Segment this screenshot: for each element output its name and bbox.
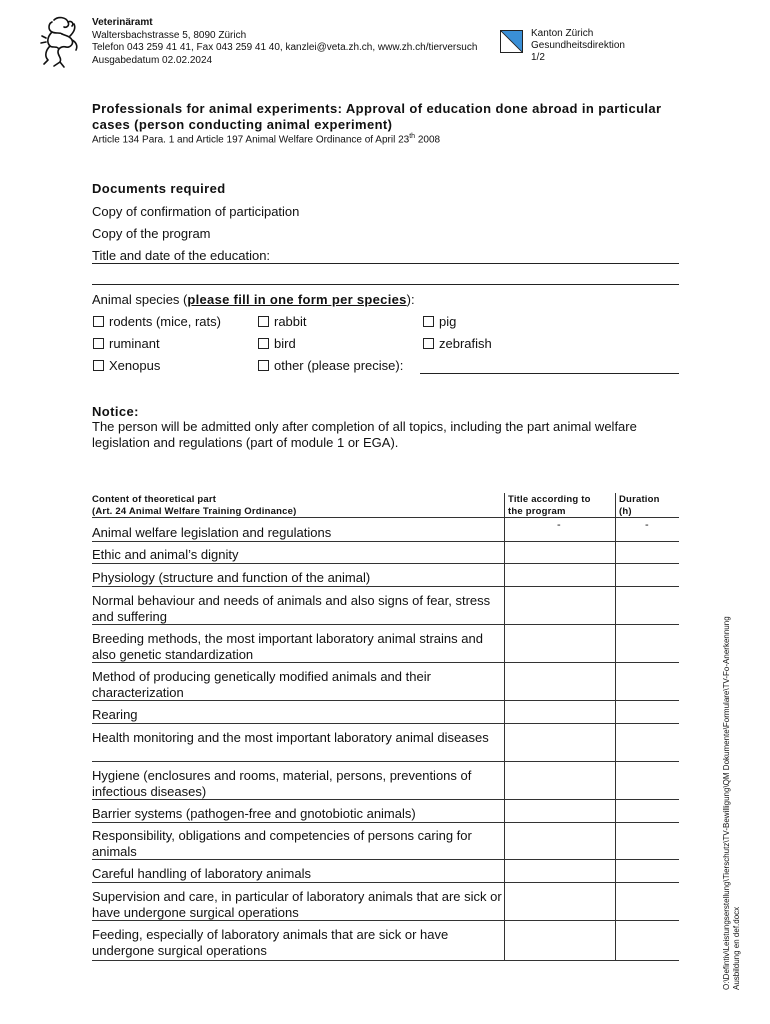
row-rule — [92, 882, 679, 883]
other-species-field[interactable] — [420, 373, 679, 374]
table-header-rule — [92, 517, 679, 518]
option-pig[interactable] — [423, 314, 456, 329]
table-row: Physiology (structure and function of the animal) — [92, 570, 371, 585]
option-label: rodents (mice, rats) — [109, 314, 221, 329]
checkbox-icon[interactable] — [93, 316, 104, 327]
row-rule — [92, 563, 679, 564]
checkbox-icon[interactable] — [423, 338, 434, 349]
file-path-note — [722, 616, 742, 990]
table-row: Responsibility, obligations and competencies of persons caring for animals — [92, 828, 472, 859]
col-duration-header-line2: (h) — [619, 506, 632, 517]
option-label: ruminant — [109, 336, 160, 351]
option-label: pig — [439, 314, 457, 329]
canton-name: Kanton Zürich — [531, 28, 594, 39]
canton-flag-icon — [500, 30, 523, 53]
legal-reference-sup: th — [409, 133, 416, 140]
option-ruminant[interactable] — [93, 336, 160, 351]
table-row: Hygiene (enclosures and rooms, material, persons, preventions of infectious diseases) — [92, 768, 472, 799]
row-rule — [92, 799, 679, 800]
table-row: Rearing — [92, 707, 138, 722]
notice-text: The person will be admitted only after completion of all topics, including the part animal welfare legislation and regulations (part of module 1 or EGA). — [92, 419, 637, 450]
document-title: Professionals for animal experiments: Approval of education done abroad in particular cases (person conducting animal experiment) — [92, 101, 662, 132]
document-item: Title and date of the education: — [92, 248, 271, 263]
checkbox-icon[interactable] — [93, 338, 104, 349]
checkbox-icon[interactable] — [258, 360, 269, 371]
file-path-line1: O:\Defintiv\Leistungserstellung\Tierschutz\TV-Bewilligung\QM Dokumente\Formulare\TV-Fo-Anerkennung — [722, 616, 731, 990]
col-title-header-line1: Title according to — [508, 494, 591, 505]
row-rule — [92, 920, 679, 921]
legal-reference-text: Article 134 Para. 1 and Article 197 Animal Welfare Ordinance of April 23 — [92, 134, 410, 146]
canton-logo — [40, 14, 80, 70]
col-duration-header — [619, 494, 660, 518]
checkbox-icon[interactable] — [258, 316, 269, 327]
option-label: Xenopus — [109, 358, 161, 373]
issue-date: Ausgabedatum 02.02.2024 — [92, 55, 213, 66]
title-dash: - — [557, 519, 561, 531]
table-row: Supervision and care, in particular of laboratory animals that are sick or have undergone surgical operations — [92, 889, 502, 920]
col-content-header-line2: (Art. 24 Animal Welfare Training Ordinance) — [92, 506, 297, 517]
col-duration-header-line1: Duration — [619, 494, 660, 505]
table-row: Animal welfare legislation and regulations — [92, 525, 332, 540]
option-label: zebrafish — [439, 336, 492, 351]
option-label: other (please precise): — [274, 358, 404, 373]
checkbox-icon[interactable] — [423, 316, 434, 327]
file-path-line2: Ausbildung en def.docx — [732, 906, 741, 990]
species-label-pre: Animal species ( — [92, 292, 188, 307]
option-label: bird — [274, 336, 296, 351]
legal-reference-year: 2008 — [415, 134, 441, 146]
row-rule — [92, 761, 679, 762]
species-label-post: ): — [406, 292, 415, 307]
table-row: Careful handling of laboratory animals — [92, 866, 311, 881]
table-row: Feeding, especially of laboratory animals that are sick or have undergone surgical operations — [92, 927, 449, 958]
row-rule — [92, 822, 679, 823]
row-rule — [92, 624, 679, 625]
document-item: Copy of the program — [92, 226, 211, 241]
col-title-header-line2: the program — [508, 506, 566, 517]
notice-heading: Notice: — [92, 404, 139, 419]
table-row: Method of producing genetically modified animals and their characterization — [92, 669, 431, 700]
col-content-header — [92, 494, 296, 518]
table-row: Normal behaviour and needs of animals and also signs of fear, stress and suffering — [92, 593, 491, 624]
row-rule — [92, 700, 679, 701]
option-xenopus[interactable] — [93, 358, 160, 373]
col-title-header — [508, 494, 591, 518]
table-row: Health monitoring and the most important laboratory animal diseases — [92, 730, 489, 745]
page-number: 1/2 — [531, 52, 545, 63]
option-rabbit[interactable] — [258, 314, 307, 329]
org-address: Waltersbachstrasse 5, 8090 Zürich — [92, 30, 247, 41]
option-rodents[interactable] — [93, 314, 221, 329]
documents-heading: Documents required — [92, 181, 226, 196]
education-title-field[interactable] — [92, 263, 679, 264]
row-rule — [92, 859, 679, 860]
option-zebrafish[interactable] — [423, 336, 492, 351]
option-label: rabbit — [274, 314, 307, 329]
option-other[interactable] — [258, 358, 403, 373]
org-contact: Telefon 043 259 41 41, Fax 043 259 41 40, kanzlei@veta.zh.ch, www.zh.ch/tierversuch — [92, 42, 478, 53]
option-bird[interactable] — [258, 336, 296, 351]
education-title-field-line2[interactable] — [92, 284, 679, 285]
row-rule — [92, 586, 679, 587]
col-content-header-line1: Content of theoretical part — [92, 494, 217, 505]
directorate: Gesundheitsdirektion — [531, 40, 625, 51]
lion-crest-icon — [40, 14, 80, 70]
checkbox-icon[interactable] — [258, 338, 269, 349]
checkbox-icon[interactable] — [93, 360, 104, 371]
row-rule — [92, 960, 679, 961]
species-label — [92, 292, 415, 307]
org-name: Veterinäramt — [92, 17, 153, 28]
row-rule — [92, 723, 679, 724]
table-row: Ethic and animal’s dignity — [92, 547, 239, 562]
duration-dash: - — [645, 519, 649, 531]
table-row: Breeding methods, the most important laboratory animal strains and also genetic standardization — [92, 631, 483, 662]
row-rule — [92, 541, 679, 542]
legal-reference — [92, 133, 440, 145]
document-item: Copy of confirmation of participation — [92, 204, 300, 219]
row-rule — [92, 662, 679, 663]
species-label-emphasis: please fill in one form per species — [187, 292, 407, 307]
table-row: Barrier systems (pathogen-free and gnotobiotic animals) — [92, 806, 416, 821]
